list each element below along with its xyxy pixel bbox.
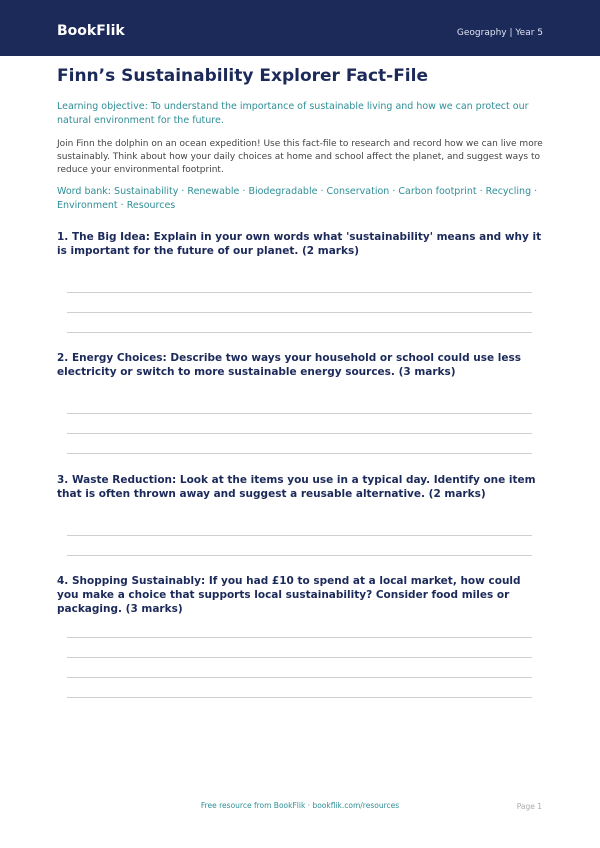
brand-logo-text[interactable]: BookFlik (57, 23, 125, 39)
answer-line[interactable] (67, 332, 532, 333)
answer-line[interactable] (67, 637, 532, 638)
answer-line[interactable] (67, 292, 532, 293)
answer-line[interactable] (67, 453, 532, 454)
learning-objective: Learning objective: To understand the importance of sustainable living and how we can protect our natural environment for the future. (57, 101, 529, 126)
question-2: 2. Energy Choices: Describe two ways your household or school could use less electricity or switch to more sustainable energy sources. (3 marks) (57, 352, 521, 378)
footer-resource-link[interactable]: Free resource from BookFlik · bookflik.com/resources (200, 801, 400, 810)
intro-paragraph: Join Finn the dolphin on an ocean expedition! Use this fact-file to research and record how we can live more sustainably. Think about how your daily choices at home and school affect the planet, and suggest ways to reduce your environmental footprint. (57, 139, 543, 175)
page-number: Page 1 (516, 802, 542, 811)
subject-year-label: Geography | Year 5 (456, 28, 543, 38)
answer-line[interactable] (67, 697, 532, 698)
answer-line[interactable] (67, 657, 532, 658)
answer-line[interactable] (67, 312, 532, 313)
question-3: 3. Waste Reduction: Look at the items you use in a typical day. Identify one item that is often thrown away and suggest a reusable alternative. (2 marks) (57, 474, 536, 500)
question-1: 1. The Big Idea: Explain in your own words what 'sustainability' means and why it is important for the future of our planet. (2 marks) (57, 231, 542, 257)
answer-line[interactable] (67, 433, 532, 434)
answer-line[interactable] (67, 677, 532, 678)
answer-line[interactable] (67, 555, 532, 556)
header-bar (0, 0, 600, 56)
word-bank: Word bank: Sustainability · Renewable · Biodegradable · Conservation · Carbon footprint · Recycling · Environment · Resources (57, 186, 538, 211)
page-title: Finn’s Sustainability Explorer Fact-File (57, 66, 428, 86)
question-4: 4. Shopping Sustainably: If you had £10 to spend at a local market, how could you make a choice that supports local sustainability? Consider food miles or packaging. (3 marks) (57, 575, 521, 615)
answer-line[interactable] (67, 413, 532, 414)
answer-line[interactable] (67, 535, 532, 536)
